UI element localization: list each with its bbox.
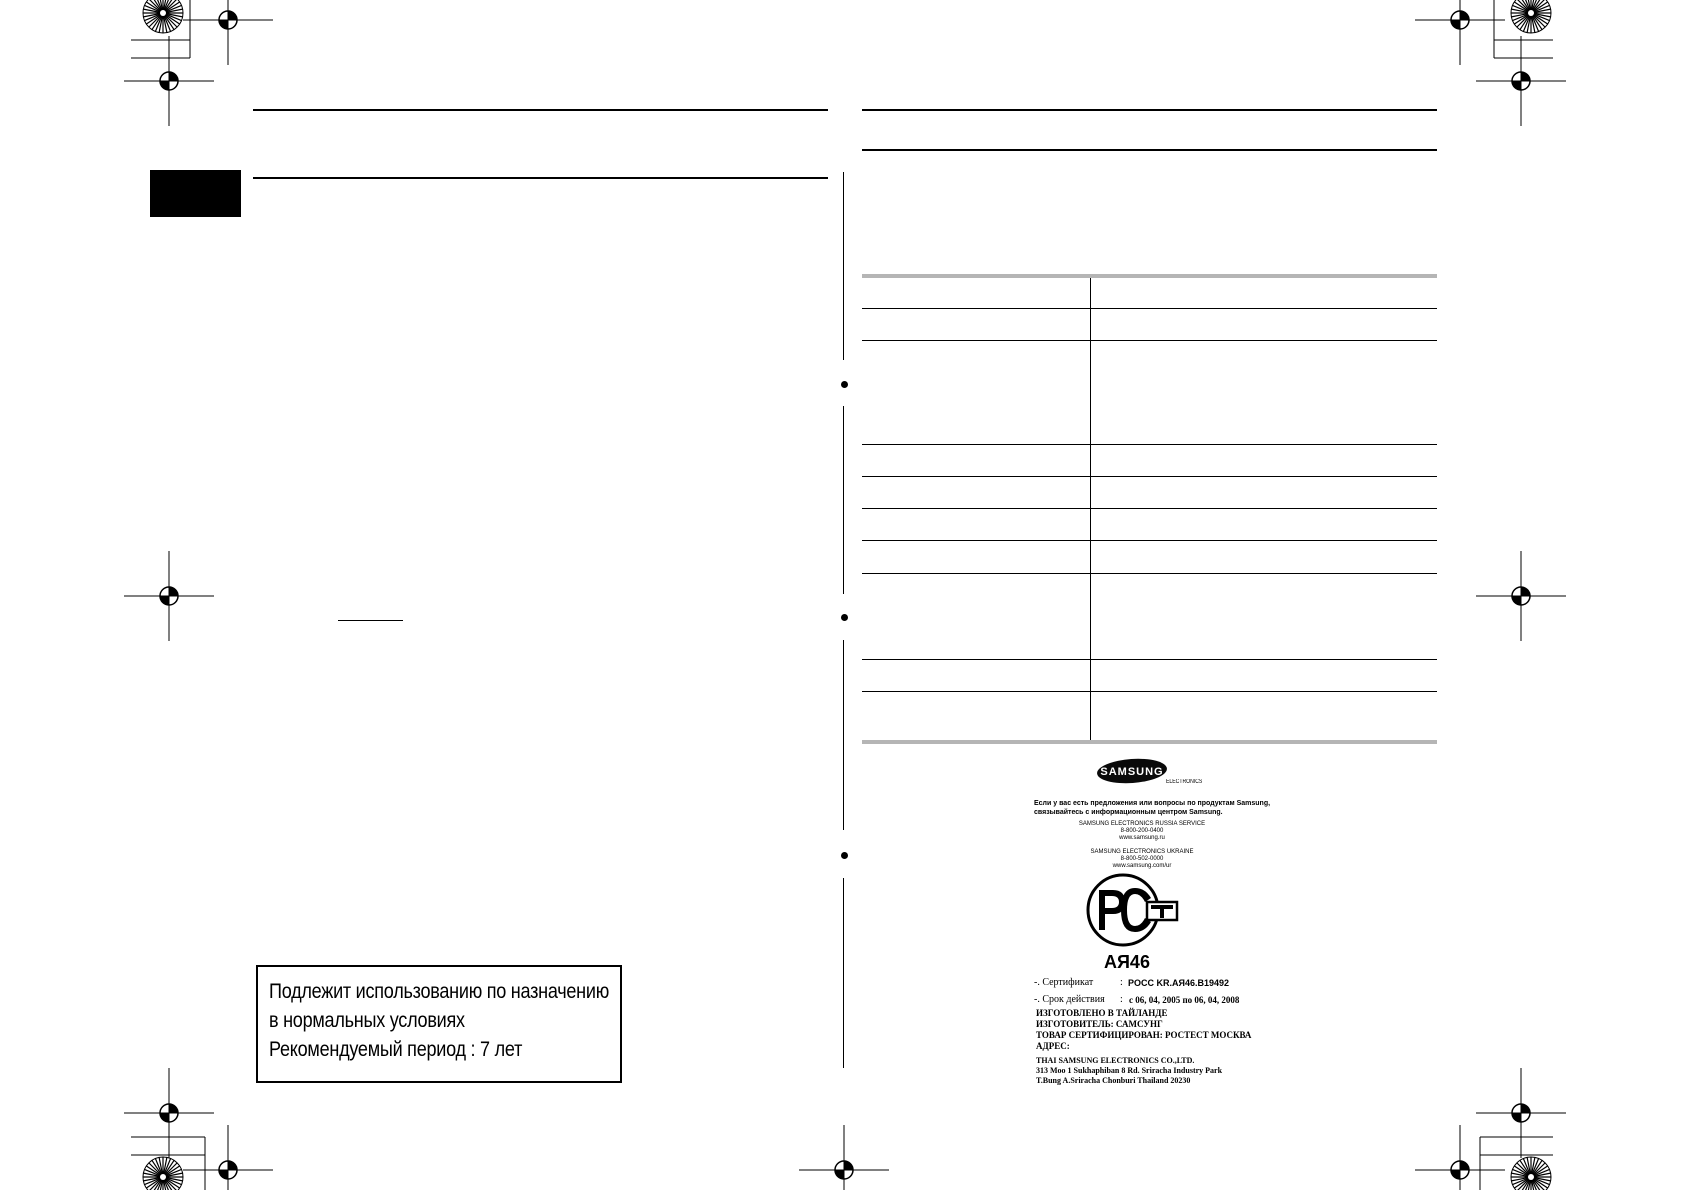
contact-line-1: Если у вас есть предложения или вопросы по продуктам Samsung, bbox=[1034, 800, 1271, 807]
samsung-logo-text: SAMSUNG bbox=[1100, 766, 1164, 778]
spec-row-line bbox=[862, 540, 1437, 541]
certification-code: АЯ46 bbox=[1104, 952, 1150, 972]
spec-table-top-rule bbox=[862, 274, 1437, 278]
usage-notice-box bbox=[256, 965, 622, 1083]
valid-value: с 06, 04, 2005 по 06, 04, 2008 bbox=[1129, 995, 1240, 1005]
spec-row-line bbox=[862, 691, 1437, 692]
address-label: АДРЕС: bbox=[1036, 1041, 1070, 1051]
ukraine-phone: 8-800-502-0000 bbox=[1120, 856, 1164, 862]
spec-row-line bbox=[862, 573, 1437, 574]
right-section-rule bbox=[862, 149, 1437, 151]
spec-row-line bbox=[862, 659, 1437, 660]
left-header-rule bbox=[253, 109, 828, 111]
cert-label: -. Сертификат bbox=[1034, 977, 1094, 988]
language-tab bbox=[150, 170, 241, 217]
certified-by: ТОВАР СЕРТИФИЦИРОВАН: РОСТЕСТ МОСКВА bbox=[1036, 1030, 1252, 1040]
electronics-label: ELECTRONICS bbox=[1166, 779, 1203, 785]
valid-sep: : bbox=[1120, 994, 1123, 1005]
russia-web: www.samsung.ru bbox=[1119, 835, 1165, 841]
made-in: ИЗГОТОВЛЕНО В ТАЙЛАНДЕ bbox=[1036, 1008, 1168, 1018]
left-section-rule bbox=[253, 177, 828, 179]
valid-label: -. Срок действия bbox=[1034, 994, 1105, 1005]
right-header-rule bbox=[862, 109, 1437, 111]
spec-table-bottom-rule bbox=[862, 740, 1437, 744]
address-line-1: 313 Moo 1 Sukhaphiban 8 Rd. Sriracha Industry Park bbox=[1036, 1066, 1223, 1075]
company-name: THAI SAMSUNG ELECTRONICS CO.,LTD. bbox=[1036, 1056, 1195, 1065]
fold-line-2 bbox=[843, 406, 844, 594]
cert-value: POCC KR.АЯ46.B19492 bbox=[1128, 978, 1230, 988]
fold-line-3 bbox=[843, 640, 844, 830]
manufacturer: ИЗГОТОВИТЕЛЬ: САМСУНГ bbox=[1036, 1019, 1163, 1029]
underline-mark bbox=[338, 620, 403, 621]
russia-phone: 8-800-200-0400 bbox=[1120, 828, 1164, 834]
fold-dot-2 bbox=[841, 614, 848, 621]
spec-row-line bbox=[862, 508, 1437, 509]
contact-line-2: связывайтесь с информационным центром Samsung. bbox=[1034, 809, 1223, 816]
spec-table-divider bbox=[1090, 278, 1091, 741]
ukraine-web: www.samsung.com/ur bbox=[1112, 863, 1172, 869]
spec-row-line bbox=[862, 476, 1437, 477]
spec-row-line bbox=[862, 308, 1437, 309]
fold-dot-3 bbox=[841, 852, 848, 859]
ukraine-service: SAMSUNG ELECTRONICS UKRAINE bbox=[1090, 849, 1194, 855]
russia-service: SAMSUNG ELECTRONICS RUSSIA SERVICE bbox=[1078, 821, 1206, 827]
notice-line-2: в нормальных условиях bbox=[269, 1009, 465, 1032]
address-line-2: T.Bung A.Sriracha Chonburi Thailand 20230 bbox=[1036, 1076, 1191, 1085]
spec-row-line bbox=[862, 340, 1437, 341]
spec-row-line bbox=[862, 444, 1437, 445]
notice-line-3: Рекомендуемый период : 7 лет bbox=[269, 1038, 523, 1061]
notice-line-1: Подлежит использованию по назначению bbox=[269, 980, 610, 1003]
pct-certification-mark bbox=[1085, 872, 1181, 948]
fold-dot-1 bbox=[841, 381, 848, 388]
cert-sep: : bbox=[1120, 977, 1123, 988]
fold-line-1 bbox=[843, 172, 844, 360]
fold-line-4 bbox=[843, 878, 844, 1068]
